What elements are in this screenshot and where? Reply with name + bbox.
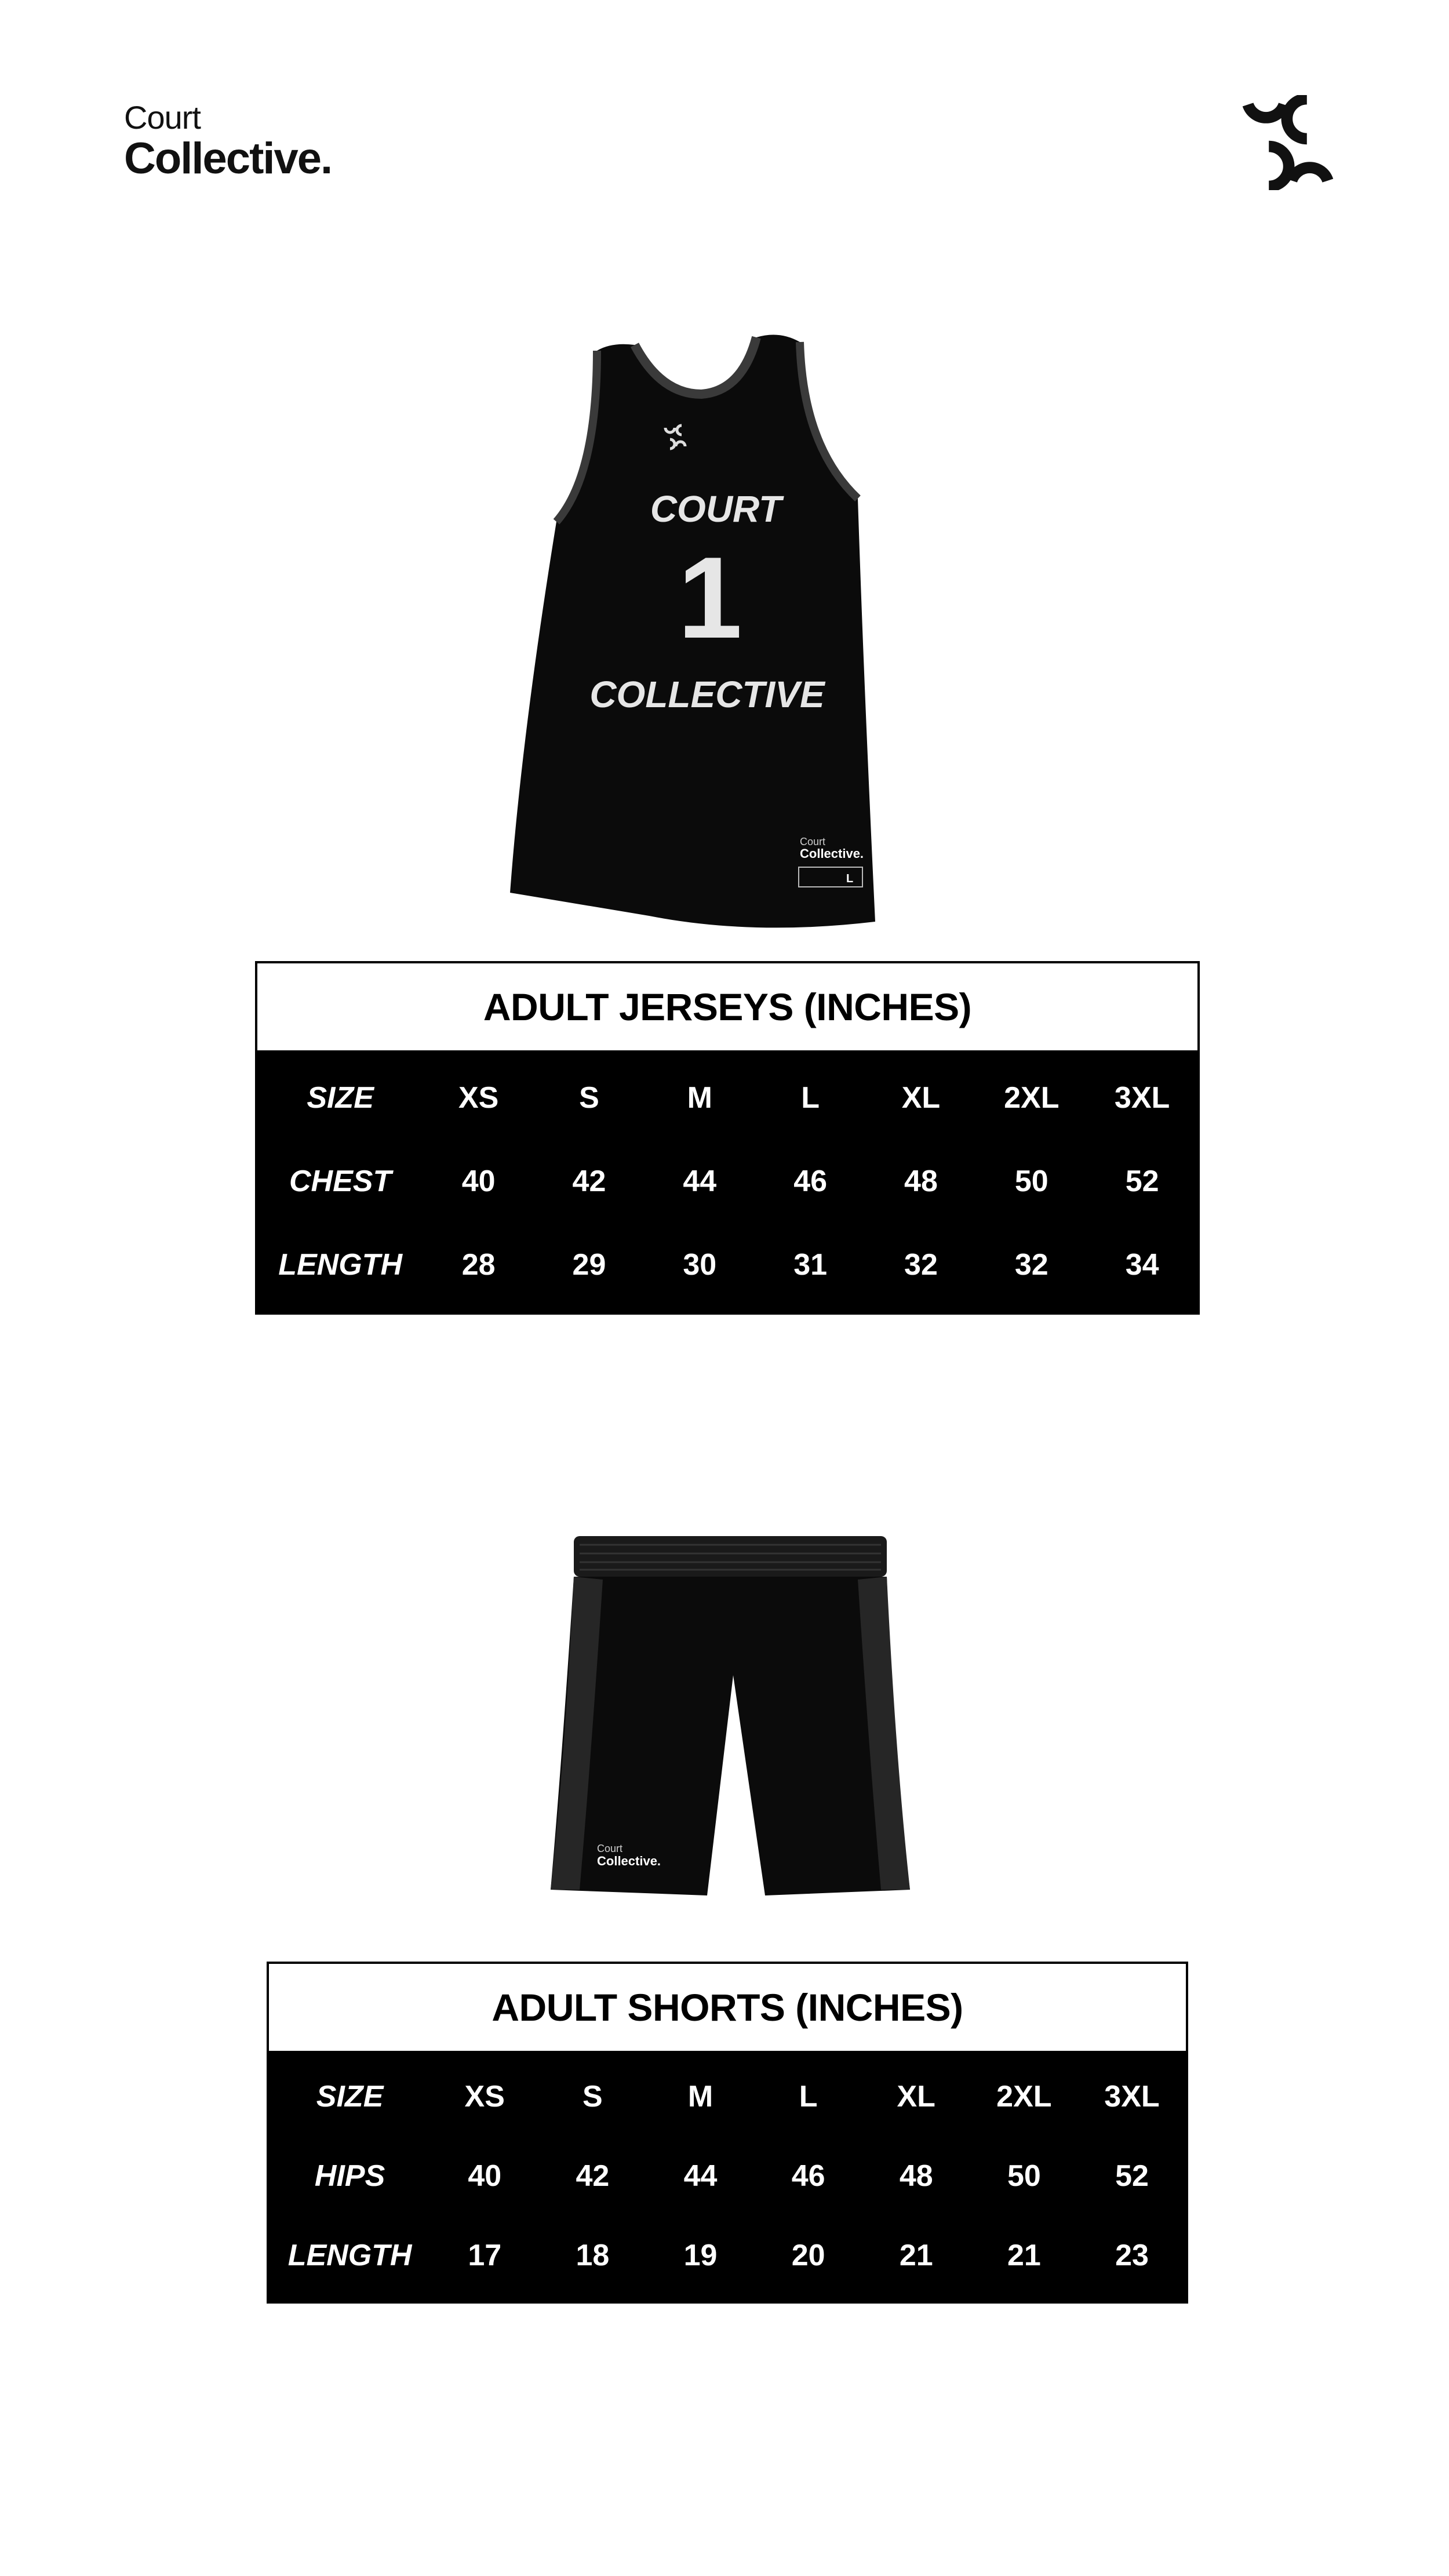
table-cell: 42 [572, 1165, 606, 1198]
shorts-row-hips [269, 2136, 1186, 2215]
table-cell: 19 [683, 2239, 718, 2273]
table-cell: 21 [1007, 2239, 1041, 2273]
table-cell: 3XL [1114, 1081, 1170, 1115]
svg-text:L: L [846, 872, 854, 885]
table-cell: 34 [1125, 1248, 1159, 1282]
table-cell: 40 [461, 1165, 496, 1198]
brand-logo-icon [1240, 95, 1335, 190]
table-cell: XS [458, 1081, 499, 1115]
table-cell: 50 [1007, 2159, 1041, 2193]
table-cell: 18 [576, 2239, 610, 2273]
table-cell: 21 [899, 2239, 933, 2273]
row-label: SIZE [307, 1081, 374, 1115]
table-cell: 17 [468, 2239, 502, 2273]
table-cell: XL [901, 1081, 941, 1115]
row-label: LENGTH [287, 2239, 412, 2273]
jersey-number: 1 [678, 533, 742, 663]
brand-line-2: Collective. [124, 134, 332, 183]
jersey-row-size [257, 1056, 1197, 1140]
shorts-row-size [269, 2057, 1186, 2136]
table-cell: 32 [904, 1248, 938, 1282]
table-cell: 31 [793, 1248, 828, 1282]
row-label: LENGTH [278, 1248, 402, 1282]
table-cell: XL [897, 2079, 935, 2113]
table-cell: 40 [468, 2159, 502, 2193]
row-label: CHEST [289, 1165, 392, 1198]
shorts-row-length [269, 2216, 1186, 2295]
table-cell: 23 [1115, 2239, 1149, 2273]
brand-line-1: Court [124, 99, 201, 136]
table-cell: 42 [576, 2159, 610, 2193]
table-cell: 30 [683, 1248, 717, 1282]
row-label: HIPS [314, 2159, 385, 2193]
table-cell: XS [464, 2079, 505, 2113]
table-cell: 46 [791, 2159, 825, 2193]
table-cell: S [582, 2079, 603, 2113]
table-cell: 28 [461, 1248, 496, 1282]
table-cell: 29 [572, 1248, 606, 1282]
row-label: SIZE [316, 2079, 384, 2113]
jersey-row-length [257, 1223, 1197, 1307]
table-cell: 46 [793, 1165, 828, 1198]
table-cell: 48 [899, 2159, 933, 2193]
shorts-size-table [267, 1962, 1188, 2304]
jersey-text-top: COURT [650, 488, 782, 530]
table-cell: 50 [1014, 1165, 1048, 1198]
table-cell: M [687, 2079, 713, 2113]
jersey-table-title: ADULT JERSEYS (INCHES) [257, 963, 1197, 1050]
svg-text:Collective.: Collective. [800, 846, 864, 861]
table-cell: 52 [1115, 2159, 1149, 2193]
table-cell: S [579, 1081, 599, 1115]
table-cell: 48 [904, 1165, 938, 1198]
shorts-image [539, 1525, 922, 1907]
table-cell: M [687, 1081, 712, 1115]
svg-text:Collective.: Collective. [597, 1854, 661, 1868]
table-cell: L [801, 1081, 820, 1115]
svg-text:Court: Court [800, 836, 826, 847]
table-cell: 32 [1014, 1248, 1048, 1282]
jersey-image [510, 330, 927, 933]
table-cell: 52 [1125, 1165, 1159, 1198]
jersey-row-chest [257, 1140, 1197, 1223]
jersey-text-bottom: COLLECTIVE [589, 674, 825, 715]
shorts-table-title: ADULT SHORTS (INCHES) [269, 1964, 1186, 2051]
jersey-size-table [255, 961, 1200, 1315]
table-cell: L [799, 2079, 818, 2113]
table-cell: 44 [683, 2159, 718, 2193]
table-cell: 2XL [1004, 1081, 1060, 1115]
brand-wordmark [124, 100, 332, 182]
table-cell: 44 [683, 1165, 717, 1198]
svg-text:Court: Court [597, 1843, 623, 1854]
table-cell: 3XL [1104, 2079, 1160, 2113]
table-cell: 20 [791, 2239, 825, 2273]
table-cell: 2XL [996, 2079, 1052, 2113]
